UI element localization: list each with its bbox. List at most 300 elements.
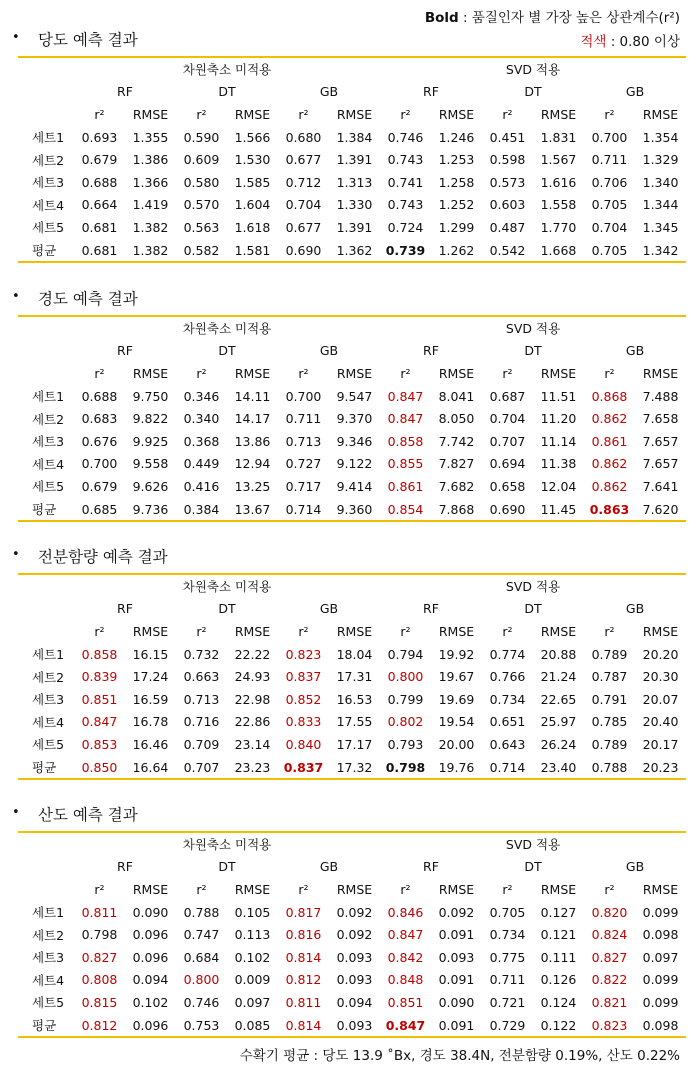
results-table [18, 315, 686, 522]
value-cell: 1.558 [540, 197, 577, 213]
value-cell: 22.65 [540, 691, 577, 707]
corner-cell [18, 598, 74, 621]
value-cell: 0.798 [380, 756, 431, 780]
table-row [18, 946, 686, 969]
value-cell: 1.566 [234, 129, 271, 145]
metric-header-r2: r² [298, 881, 309, 897]
value-cell: 21.24 [540, 669, 577, 685]
table-row [18, 216, 686, 239]
metric-header-rmse: RMSE [132, 106, 169, 122]
metric-header-rmse: RMSE [540, 623, 577, 639]
value-cell: 0.827 [81, 949, 118, 965]
section-header [0, 287, 698, 315]
value-cell: 0.717 [285, 478, 322, 494]
value-cell: 1.362 [329, 239, 380, 263]
value-cell: 25.97 [540, 714, 577, 730]
model-header: RF [117, 84, 133, 100]
value-cell: 0.862 [591, 411, 628, 427]
row-label: 세트2 [32, 152, 65, 168]
value-cell: 0.789 [591, 736, 628, 752]
value-cell: 18.04 [336, 646, 373, 662]
value-cell: 1.386 [132, 152, 169, 168]
value-cell: 12.94 [234, 456, 271, 472]
model-header: RF [423, 601, 439, 617]
value-cell: 0.746 [387, 129, 424, 145]
value-cell: 9.626 [132, 478, 169, 494]
value-cell: 7.641 [642, 478, 679, 494]
value-cell: 0.092 [336, 904, 373, 920]
model-header: GB [319, 601, 339, 617]
value-cell: 0.121 [540, 927, 577, 943]
value-cell: 0.743 [387, 152, 424, 168]
value-cell: 0.487 [489, 219, 526, 235]
value-cell: 0.706 [591, 174, 628, 190]
metric-header-r2: r² [400, 106, 411, 122]
value-cell: 0.823 [285, 646, 322, 662]
table-row [18, 385, 686, 408]
metric-header-r2: r² [400, 623, 411, 639]
value-cell: 17.55 [336, 714, 373, 730]
model-header: RF [423, 84, 439, 100]
metric-header-rmse: RMSE [336, 106, 373, 122]
value-cell: 1.313 [336, 174, 373, 190]
value-cell: 0.580 [183, 174, 220, 190]
table-row [18, 923, 686, 946]
results-table [18, 831, 686, 1038]
value-cell: 0.858 [387, 433, 424, 449]
group-header: SVD 적용 [380, 57, 686, 81]
row-label: 세트4 [32, 197, 65, 213]
value-cell: 0.714 [278, 498, 329, 522]
table-row [18, 498, 686, 522]
row-label: 세트1 [32, 905, 65, 921]
value-cell: 0.743 [387, 197, 424, 213]
value-cell: 1.344 [642, 197, 679, 213]
metric-header-rmse: RMSE [642, 881, 679, 897]
corner-cell [18, 340, 74, 363]
legend-bold-desc: : 품질인자 별 가장 높은 상관계수(r²) [458, 10, 680, 26]
value-cell: 0.700 [591, 129, 628, 145]
value-cell: 11.51 [540, 388, 577, 404]
value-cell: 0.096 [132, 927, 169, 943]
section-header [0, 545, 698, 573]
value-cell: 0.096 [132, 949, 169, 965]
value-cell: 0.732 [183, 646, 220, 662]
model-header: DT [524, 601, 542, 617]
value-cell: 7.742 [438, 433, 475, 449]
value-cell: 1.419 [132, 197, 169, 213]
group-header: 차원축소 미적용 [74, 832, 380, 856]
value-cell: 1.330 [336, 197, 373, 213]
section-title: 당도 예측 결과 [38, 31, 138, 49]
value-cell: 0.812 [285, 972, 322, 988]
model-header: RF [117, 859, 133, 875]
value-cell: 0.582 [176, 239, 227, 263]
metric-header-rmse: RMSE [642, 365, 679, 381]
value-cell: 19.54 [438, 714, 475, 730]
metric-header-r2: r² [502, 106, 513, 122]
value-cell: 7.488 [642, 388, 679, 404]
value-cell: 7.657 [642, 433, 679, 449]
value-cell: 0.099 [642, 994, 679, 1010]
metric-header-rmse: RMSE [234, 623, 271, 639]
table-row [18, 126, 686, 149]
metric-header-r2: r² [94, 881, 105, 897]
value-cell: 7.658 [642, 411, 679, 427]
row-label: 세트1 [32, 647, 65, 663]
row-label: 세트2 [32, 411, 65, 427]
table-row [18, 430, 686, 453]
value-cell: 14.17 [234, 411, 271, 427]
value-cell: 20.20 [642, 646, 679, 662]
value-cell: 0.713 [285, 433, 322, 449]
metric-header-r2: r² [604, 106, 615, 122]
value-cell: 0.598 [489, 152, 526, 168]
value-cell: 0.774 [489, 646, 526, 662]
bullet-icon: • [12, 30, 20, 45]
model-header: GB [319, 343, 339, 359]
value-cell: 0.085 [227, 1014, 278, 1038]
value-cell: 0.093 [336, 949, 373, 965]
metric-header-rmse: RMSE [642, 106, 679, 122]
model-header: GB [319, 84, 339, 100]
value-cell: 0.663 [183, 669, 220, 685]
value-cell: 0.791 [591, 691, 628, 707]
corner-cell [18, 832, 74, 856]
value-cell: 0.664 [81, 197, 118, 213]
value-cell: 20.23 [635, 756, 686, 780]
value-cell: 7.868 [431, 498, 482, 522]
value-cell: 0.789 [591, 646, 628, 662]
value-cell: 0.846 [387, 904, 424, 920]
value-cell: 0.690 [482, 498, 533, 522]
value-cell: 12.04 [540, 478, 577, 494]
group-header: 차원축소 미적용 [74, 574, 380, 598]
value-cell: 0.122 [533, 1014, 584, 1038]
value-cell: 9.822 [132, 411, 169, 427]
metric-header-r2: r² [94, 623, 105, 639]
value-cell: 0.712 [285, 174, 322, 190]
value-cell: 1.340 [642, 174, 679, 190]
value-cell: 0.658 [489, 478, 526, 494]
value-cell: 0.677 [285, 152, 322, 168]
value-cell: 16.59 [132, 691, 169, 707]
legend-red-label: 적색 [580, 34, 607, 50]
value-cell: 0.563 [183, 219, 220, 235]
value-cell: 0.862 [591, 478, 628, 494]
metric-header-rmse: RMSE [540, 365, 577, 381]
model-header: GB [625, 84, 645, 100]
value-cell: 0.091 [438, 972, 475, 988]
metric-header-rmse: RMSE [234, 881, 271, 897]
value-cell: 0.811 [285, 994, 322, 1010]
value-cell: 9.414 [336, 478, 373, 494]
value-cell: 9.346 [336, 433, 373, 449]
value-cell: 1.585 [234, 174, 271, 190]
value-cell: 0.102 [132, 994, 169, 1010]
value-cell: 0.855 [387, 456, 424, 472]
section-header [0, 28, 698, 56]
value-cell: 0.842 [387, 949, 424, 965]
legend-bold [425, 6, 680, 26]
metric-header-rmse: RMSE [234, 106, 271, 122]
table-row [18, 453, 686, 476]
value-cell: 0.848 [387, 972, 424, 988]
group-header: 차원축소 미적용 [74, 316, 380, 340]
value-cell: 0.681 [74, 239, 125, 263]
model-header: DT [218, 84, 236, 100]
value-cell: 1.831 [540, 129, 577, 145]
value-cell: 0.684 [183, 949, 220, 965]
value-cell: 0.808 [81, 972, 118, 988]
row-label: 세트1 [32, 130, 65, 146]
value-cell: 0.814 [285, 949, 322, 965]
value-cell: 0.707 [489, 433, 526, 449]
value-cell: 26.24 [540, 736, 577, 752]
value-cell: 0.542 [482, 239, 533, 263]
value-cell: 11.20 [540, 411, 577, 427]
table-row [18, 991, 686, 1014]
value-cell: 0.451 [489, 129, 526, 145]
value-cell: 0.092 [438, 904, 475, 920]
value-cell: 0.009 [234, 972, 271, 988]
value-cell: 0.090 [438, 994, 475, 1010]
group-header: SVD 적용 [380, 574, 686, 598]
corner-cell [18, 362, 74, 385]
value-cell: 0.741 [387, 174, 424, 190]
value-cell: 0.847 [380, 1014, 431, 1038]
value-cell: 19.69 [438, 691, 475, 707]
value-cell: 1.604 [234, 197, 271, 213]
value-cell: 1.253 [438, 152, 475, 168]
value-cell: 24.93 [234, 669, 271, 685]
value-cell: 0.570 [183, 197, 220, 213]
table-row [18, 756, 686, 780]
value-cell: 0.785 [591, 714, 628, 730]
metric-header-rmse: RMSE [336, 623, 373, 639]
value-cell: 16.53 [336, 691, 373, 707]
row-label: 평균 [18, 1014, 74, 1038]
table-row [18, 194, 686, 217]
value-cell: 1.391 [336, 219, 373, 235]
value-cell: 0.693 [81, 129, 118, 145]
value-cell: 0.794 [387, 646, 424, 662]
value-cell: 0.823 [584, 1014, 635, 1038]
value-cell: 0.746 [183, 994, 220, 1010]
value-cell: 17.17 [336, 736, 373, 752]
value-cell: 0.858 [81, 646, 118, 662]
section-title: 전분함량 예측 결과 [38, 548, 168, 566]
value-cell: 9.547 [336, 388, 373, 404]
value-cell: 20.17 [642, 736, 679, 752]
row-label: 세트3 [32, 692, 65, 708]
value-cell: 0.734 [489, 691, 526, 707]
model-header: GB [625, 859, 645, 875]
value-cell: 0.837 [285, 669, 322, 685]
value-cell: 0.863 [584, 498, 635, 522]
value-cell: 0.688 [81, 174, 118, 190]
value-cell: 0.676 [81, 433, 118, 449]
value-cell: 0.827 [591, 949, 628, 965]
value-cell: 0.812 [74, 1014, 125, 1038]
value-cell: 0.822 [591, 972, 628, 988]
row-label: 세트2 [32, 927, 65, 943]
group-header: 차원축소 미적용 [74, 57, 380, 81]
value-cell: 0.861 [387, 478, 424, 494]
value-cell: 19.67 [438, 669, 475, 685]
group-header: SVD 적용 [380, 832, 686, 856]
value-cell: 8.050 [438, 411, 475, 427]
value-cell: 0.709 [183, 736, 220, 752]
value-cell: 0.700 [285, 388, 322, 404]
value-cell: 1.345 [642, 219, 679, 235]
value-cell: 0.099 [642, 972, 679, 988]
value-cell: 1.668 [533, 239, 584, 263]
value-cell: 1.530 [234, 152, 271, 168]
value-cell: 0.416 [183, 478, 220, 494]
value-cell: 0.817 [285, 904, 322, 920]
value-cell: 1.567 [540, 152, 577, 168]
value-cell: 20.88 [540, 646, 577, 662]
value-cell: 0.714 [482, 756, 533, 780]
model-header: DT [218, 859, 236, 875]
value-cell: 0.091 [431, 1014, 482, 1038]
model-header: RF [117, 343, 133, 359]
value-cell: 22.98 [234, 691, 271, 707]
value-cell: 17.32 [329, 756, 380, 780]
value-cell: 0.096 [125, 1014, 176, 1038]
group-header: SVD 적용 [380, 316, 686, 340]
value-cell: 1.246 [438, 129, 475, 145]
value-cell: 1.581 [227, 239, 278, 263]
metric-header-rmse: RMSE [336, 365, 373, 381]
row-label: 세트5 [32, 737, 65, 753]
value-cell: 1.262 [431, 239, 482, 263]
value-cell: 0.687 [489, 388, 526, 404]
value-cell: 0.729 [482, 1014, 533, 1038]
value-cell: 0.651 [489, 714, 526, 730]
value-cell: 9.370 [336, 411, 373, 427]
row-label: 세트1 [32, 389, 65, 405]
row-label: 세트5 [32, 479, 65, 495]
metric-header-r2: r² [604, 623, 615, 639]
corner-cell [18, 81, 74, 104]
value-cell: 11.38 [540, 456, 577, 472]
value-cell: 1.382 [132, 219, 169, 235]
value-cell: 0.680 [285, 129, 322, 145]
row-label: 세트5 [32, 220, 65, 236]
value-cell: 0.713 [183, 691, 220, 707]
model-header: RF [423, 343, 439, 359]
value-cell: 19.92 [438, 646, 475, 662]
metric-header-r2: r² [196, 881, 207, 897]
value-cell: 1.382 [125, 239, 176, 263]
value-cell: 0.833 [285, 714, 322, 730]
metric-header-r2: r² [502, 881, 513, 897]
row-label: 세트5 [32, 995, 65, 1011]
value-cell: 0.098 [635, 1014, 686, 1038]
value-cell: 1.258 [438, 174, 475, 190]
value-cell: 0.724 [387, 219, 424, 235]
value-cell: 0.346 [183, 388, 220, 404]
value-cell: 9.925 [132, 433, 169, 449]
value-cell: 0.677 [285, 219, 322, 235]
row-label: 세트3 [32, 434, 65, 450]
section-title: 산도 예측 결과 [38, 806, 138, 824]
value-cell: 20.30 [642, 669, 679, 685]
legend-red-desc: : 0.80 이상 [606, 34, 680, 50]
value-cell: 16.46 [132, 736, 169, 752]
value-cell: 0.098 [642, 927, 679, 943]
metric-header-r2: r² [94, 106, 105, 122]
value-cell: 9.122 [336, 456, 373, 472]
value-cell: 0.868 [591, 388, 628, 404]
value-cell: 20.07 [642, 691, 679, 707]
results-table [18, 573, 686, 780]
metric-header-r2: r² [298, 623, 309, 639]
section-starch [0, 545, 698, 776]
value-cell: 9.360 [329, 498, 380, 522]
metric-header-r2: r² [400, 881, 411, 897]
value-cell: 0.681 [81, 219, 118, 235]
value-cell: 8.041 [438, 388, 475, 404]
value-cell: 0.727 [285, 456, 322, 472]
table-row [18, 1014, 686, 1038]
table-row [18, 475, 686, 498]
value-cell: 0.683 [81, 411, 118, 427]
metric-header-r2: r² [604, 365, 615, 381]
corner-cell [18, 103, 74, 126]
value-cell: 11.14 [540, 433, 577, 449]
value-cell: 7.657 [642, 456, 679, 472]
value-cell: 0.788 [183, 904, 220, 920]
value-cell: 0.747 [183, 927, 220, 943]
value-cell: 1.366 [132, 174, 169, 190]
value-cell: 0.704 [591, 219, 628, 235]
section-title: 경도 예측 결과 [38, 290, 138, 308]
value-cell: 0.688 [81, 388, 118, 404]
value-cell: 0.851 [81, 691, 118, 707]
value-cell: 7.682 [438, 478, 475, 494]
model-header: RF [423, 859, 439, 875]
bullet-icon: • [12, 547, 20, 562]
value-cell: 1.384 [336, 129, 373, 145]
value-cell: 0.685 [74, 498, 125, 522]
value-cell: 0.739 [380, 239, 431, 263]
value-cell: 0.815 [81, 994, 118, 1010]
bullet-icon: • [12, 289, 20, 304]
table-row [18, 688, 686, 711]
row-label: 세트2 [32, 669, 65, 685]
value-cell: 0.704 [285, 197, 322, 213]
value-cell: 14.11 [234, 388, 271, 404]
value-cell: 0.590 [183, 129, 220, 145]
table-row [18, 407, 686, 430]
value-cell: 0.852 [285, 691, 322, 707]
corner-cell [18, 574, 74, 598]
value-cell: 0.847 [387, 388, 424, 404]
value-cell: 0.837 [278, 756, 329, 780]
value-cell: 0.850 [74, 756, 125, 780]
value-cell: 13.67 [227, 498, 278, 522]
value-cell: 0.705 [584, 239, 635, 263]
table-row [18, 643, 686, 666]
value-cell: 0.690 [278, 239, 329, 263]
value-cell: 0.694 [489, 456, 526, 472]
value-cell: 20.00 [438, 736, 475, 752]
value-cell: 0.798 [81, 927, 118, 943]
value-cell: 0.814 [278, 1014, 329, 1038]
